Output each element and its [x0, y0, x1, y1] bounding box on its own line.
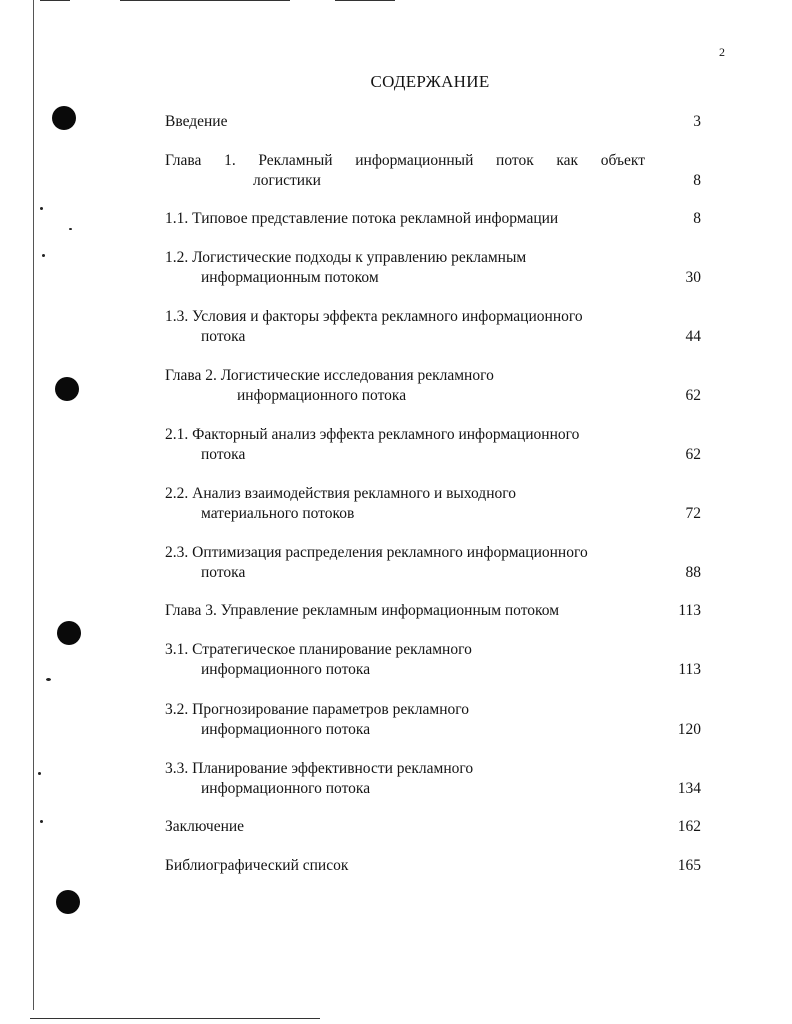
toc-entry-text: информационного потока: [201, 660, 371, 678]
scan-speck: [38, 772, 41, 775]
toc-entry-text: 2.2. Анализ взаимодействия рекламного и выходного: [165, 485, 516, 502]
toc-entry-page: 30: [685, 268, 701, 286]
toc-entry-page: 62: [685, 386, 701, 404]
toc-entry-page: 8: [693, 171, 701, 189]
toc-entry-text: потока: [201, 327, 246, 345]
toc-entry-page: 165: [677, 857, 701, 874]
toc-entry-text: информационного потока: [237, 386, 407, 404]
toc-entry-page: 88: [685, 563, 701, 581]
toc-entry-chapter-2: [165, 366, 705, 405]
toc-entry-section-1-1: [165, 209, 705, 229]
toc-entry-text: 3.3. Планирование эффективности рекламного: [165, 760, 474, 777]
scan-speck: [42, 254, 45, 257]
page-number: 2: [719, 45, 725, 59]
toc-entry-text: информационным потоком: [201, 268, 379, 286]
toc-entry-page: 44: [685, 327, 701, 345]
toc-entry-chapter-1: [165, 151, 705, 190]
toc-entry-section-1-3: [165, 307, 705, 346]
scan-edge-left: [33, 0, 34, 1010]
toc-entry-page: 3: [693, 113, 701, 130]
toc-entry-text: материального потоков: [201, 504, 355, 522]
toc-entry-text: 2.3. Оптимизация распределения рекламного информационного: [165, 544, 588, 561]
binder-hole: [52, 106, 76, 130]
scan-edge-top: [120, 0, 290, 1]
scan-edge-bottom: [30, 1018, 320, 1019]
toc-entry-page: 162: [677, 818, 701, 835]
toc-entry-text: Библиографический список: [165, 857, 349, 874]
toc-entry-page: 62: [685, 445, 701, 463]
toc-entry-text: информационного потока: [201, 720, 371, 738]
toc-entry-text: 1.2. Логистические подходы к управлению рекламным: [165, 249, 527, 266]
toc-entry-text: Введение: [165, 113, 228, 130]
toc-entry-bibliography: [165, 856, 705, 876]
toc-entry-text: Заключение: [165, 818, 245, 835]
binder-hole: [55, 377, 79, 401]
toc-entry-conclusion: [165, 817, 705, 837]
toc-entry-text: логистики: [253, 171, 321, 189]
scan-speck: [40, 207, 43, 210]
scan-speck: [40, 820, 43, 823]
toc-entry-page: 72: [685, 504, 701, 522]
scan-speck: [46, 678, 51, 681]
toc-entry-text: потока: [201, 445, 246, 463]
toc-entry-text: информационного потока: [201, 779, 371, 797]
toc-entry-page: 134: [677, 779, 701, 797]
toc-entry-text: 3.1. Стратегическое планирование рекламного: [165, 641, 472, 658]
toc-entry-page: 8: [693, 210, 701, 227]
toc-entry-section-2-3: [165, 543, 705, 582]
toc-entry-text: 1.3. Условия и факторы эффекта рекламного информационного: [165, 308, 583, 325]
toc-entry-section-3-2: [165, 700, 705, 739]
toc-entry-text: Глава 3. Управление рекламным информационным потоком: [165, 602, 560, 619]
toc-entry-section-3-3: [165, 759, 705, 798]
toc-entry-page: 120: [677, 720, 701, 738]
toc-entry-text: Глава 2. Логистические исследования рекламного: [165, 367, 494, 384]
binder-hole: [57, 621, 81, 645]
toc-entry-text: 3.2. Прогнозирование параметров рекламного: [165, 701, 469, 718]
toc-entry-text: 2.1. Факторный анализ эффекта рекламного информационного: [165, 426, 580, 443]
toc-entry-text: 1.1. Типовое представление потока рекламной информации: [165, 210, 559, 227]
toc-entry-text: потока: [201, 563, 246, 581]
toc-entry-section-2-2: [165, 484, 705, 523]
scan-edge-top-right: [335, 0, 395, 1]
toc-entry-section-2-1: [165, 425, 705, 464]
toc-entry-page: 113: [678, 602, 701, 619]
page-title: СОДЕРЖАНИЕ: [370, 72, 490, 91]
binder-hole: [56, 890, 80, 914]
scan-speck: [69, 228, 72, 230]
scan-edge-top-left: [40, 0, 70, 1]
toc-entry-section-1-2: [165, 248, 705, 287]
toc-entry-chapter-3: [165, 601, 705, 621]
toc-entry-section-3-1: [165, 640, 705, 679]
toc-entry-page: 113: [678, 660, 701, 678]
toc-entry-introduction: [165, 112, 705, 132]
toc-entry-text: Глава 1. Рекламный информационный поток как объект: [165, 152, 645, 169]
